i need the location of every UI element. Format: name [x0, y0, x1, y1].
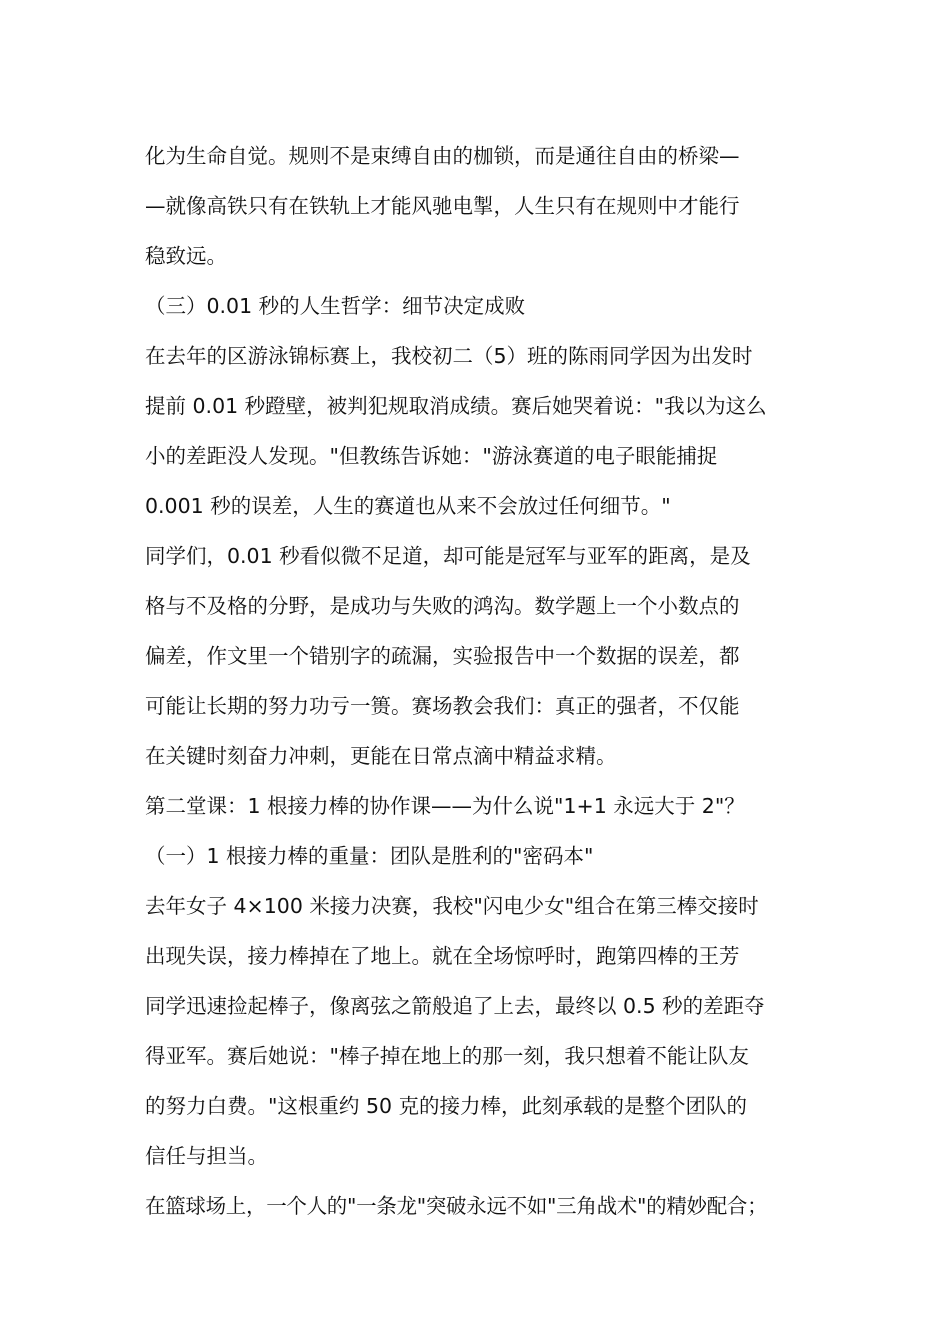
text-line: 格与不及格的分野，是成功与失败的鸿沟。数学题上一个小数点的	[145, 594, 740, 618]
text-line: 出现失误，接力棒掉在了地上。就在全场惊呼时，跑第四棒的王芳	[145, 944, 740, 968]
section-heading: （一）1 根接力棒的重量：团队是胜利的"密码本"	[145, 844, 594, 868]
text-line: 0.001 秒的误差，人生的赛道也从来不会放过任何细节。"	[145, 494, 671, 518]
text-line: 的努力白费。"这根重约 50 克的接力棒，此刻承载的是整个团队的	[145, 1094, 748, 1118]
section-heading: （三）0.01 秒的人生哲学：细节决定成败	[145, 294, 526, 318]
text-line: 同学们，0.01 秒看似微不足道，却可能是冠军与亚军的距离，是及	[145, 544, 751, 568]
text-line: 同学迅速捡起棒子，像离弦之箭般追了上去，最终以 0.5 秒的差距夺	[145, 994, 765, 1018]
text-line: 稳致远。	[145, 244, 227, 268]
text-line: 提前 0.01 秒蹬壁，被判犯规取消成绩。赛后她哭着说："我以为这么	[145, 394, 767, 418]
text-line: —就像高铁只有在铁轨上才能风驰电掣，人生只有在规则中才能行	[145, 194, 740, 218]
text-line: 小的差距没人发现。"但教练告诉她："游泳赛道的电子眼能捕捉	[145, 444, 718, 468]
lesson-heading: 第二堂课：1 根接力棒的协作课——为什么说"1+1 永远大于 2"？	[145, 794, 745, 818]
text-line: 在关键时刻奋力冲刺，更能在日常点滴中精益求精。	[145, 744, 617, 768]
text-line: 信任与担当。	[145, 1144, 268, 1168]
text-line: 可能让长期的努力功亏一篑。赛场教会我们：真正的强者，不仅能	[145, 694, 740, 718]
text-line: 在篮球场上，一个人的"一条龙"突破永远不如"三角战术"的精妙配合；	[145, 1194, 768, 1218]
text-line: 得亚军。赛后她说："棒子掉在地上的那一刻，我只想着不能让队友	[145, 1044, 749, 1068]
text-line: 去年女子 4×100 米接力决赛，我校"闪电少女"组合在第三棒交接时	[145, 894, 759, 918]
text-line: 偏差，作文里一个错别字的疏漏，实验报告中一个数据的误差，都	[145, 644, 740, 668]
text-line: 化为生命自觉。规则不是束缚自由的枷锁，而是通往自由的桥梁—	[145, 144, 740, 168]
text-line: 在去年的区游泳锦标赛上，我校初二（5）班的陈雨同学因为出发时	[145, 344, 753, 368]
document-body	[145, 131, 825, 1231]
